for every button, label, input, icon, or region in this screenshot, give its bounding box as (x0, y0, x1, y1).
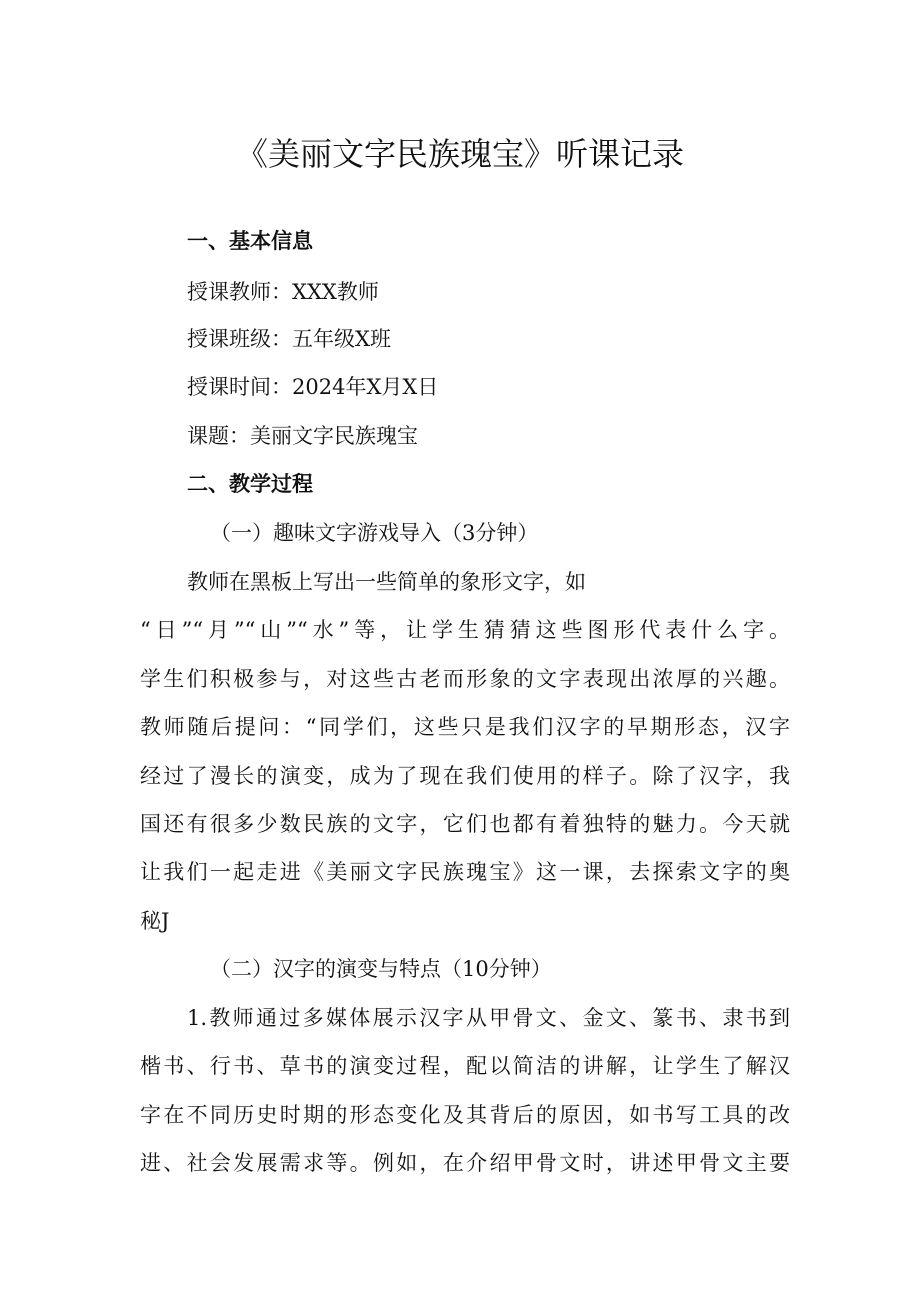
topic-info: 课题：美丽文字民族瑰宝 (187, 424, 418, 448)
paragraph-line: 进、社会发展需求等。例如，在介绍甲骨文时，讲述甲骨文主要 (140, 1151, 790, 1175)
document-title: 《美丽文字民族瑰宝》听课记录 (235, 135, 684, 173)
paragraph-line: 让我们一起走进《美丽文字民族瑰宝》这一课，去探索文字的奥 (140, 860, 790, 884)
teacher-info: 授课教师：XXX教师 (187, 280, 379, 304)
paragraph-line: 国还有很多少数民族的文字，它们也都有着独特的魅力。今天就 (140, 812, 790, 836)
subsection-heading-evolution: （二）汉字的演变与特点（10分钟） (210, 957, 552, 981)
paragraph-line: 1.教师通过多媒体展示汉字从甲骨文、金文、篆书、隶书到 (187, 1006, 790, 1030)
paragraph-line: 秘J (140, 909, 170, 933)
paragraph-line: “日”“月”“山”“水”等，让学生猜猜这些图形代表什么字。 (140, 618, 790, 642)
class-info: 授课班级：五年级X班 (187, 327, 391, 351)
paragraph-line: 楷书、行书、草书的演变过程，配以简洁的讲解，让学生了解汉 (140, 1054, 790, 1078)
paragraph-line: 教师随后提问：“同学们，这些只是我们汉字的早期形态，汉字 (140, 715, 790, 739)
paragraph-line: 教师在黑板上写出一些简单的象形文字，如 (187, 570, 586, 594)
section-heading-basic-info: 一、基本信息 (187, 229, 313, 253)
section-heading-teaching-process: 二、教学过程 (187, 472, 313, 496)
time-info: 授课时间：2024年X月X日 (187, 375, 439, 399)
paragraph-line: 经过了漫长的演变，成为了现在我们使用的样子。除了汉字，我 (140, 764, 790, 788)
paragraph-line: 学生们积极参与，对这些古老而形象的文字表现出浓厚的兴趣。 (140, 667, 790, 691)
subsection-heading-intro: （一）趣味文字游戏导入（3分钟） (210, 521, 539, 545)
paragraph-line: 字在不同历史时期的形态变化及其背后的原因，如书写工具的改 (140, 1103, 790, 1127)
